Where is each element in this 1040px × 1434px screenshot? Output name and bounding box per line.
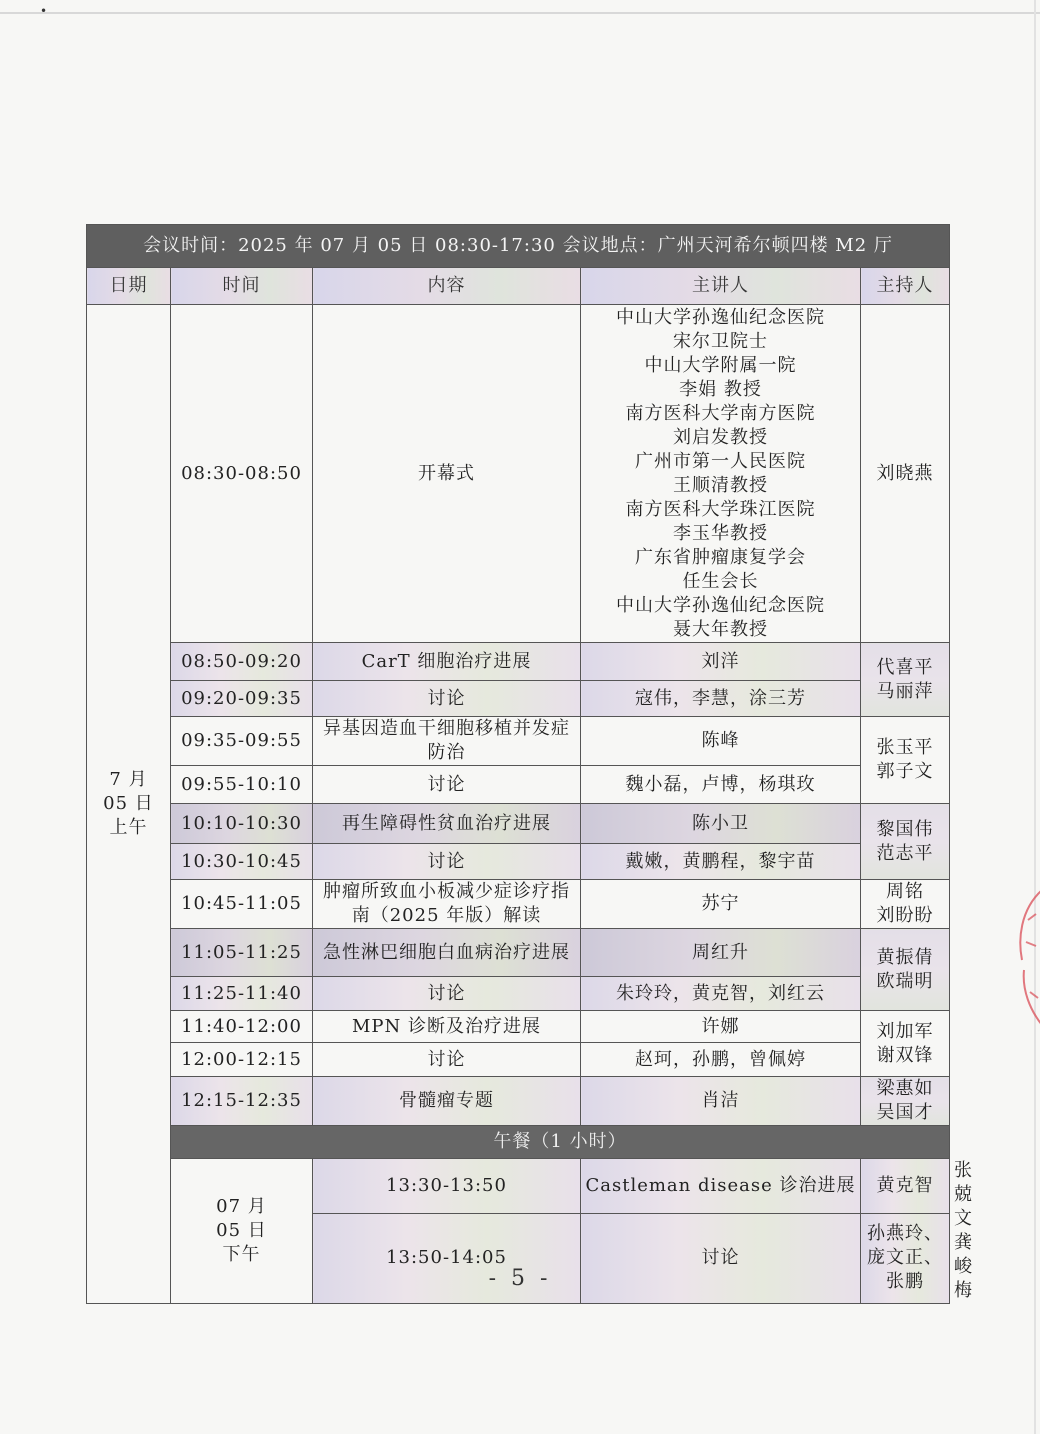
header-content: 内容 [313,268,581,305]
meeting-info-row [87,225,950,268]
table-row [87,1043,950,1077]
row-host: 张玉平 郭子文 [861,717,950,804]
row-time: 08:50-09:20 [171,643,313,681]
row-time: 11:40-12:00 [171,1011,313,1043]
row-content: 急性淋巴细胞白血病治疗进展 [313,929,581,977]
row-host: 刘加军 谢双锋 [861,1011,950,1077]
table-row [87,929,950,977]
row-speaker: 刘洋 [581,643,861,681]
red-seal-fragment [1012,880,1040,1030]
table-row [87,766,950,804]
row-speaker: 苏宁 [581,880,861,929]
row-time: 09:35-09:55 [171,717,313,766]
row-speaker: 寇伟，李慧，涂三芳 [581,681,861,717]
row-host: 黄振倩 欧瑞明 [861,929,950,1011]
row-speaker: 黄克智 [861,1159,950,1214]
row-host: 刘晓燕 [861,305,950,643]
table-row [87,643,950,681]
row-content: 异基因造血干细胞移植并发症防治 [313,717,581,766]
row-time: 12:00-12:15 [171,1043,313,1077]
row-content: CarT 细胞治疗进展 [313,643,581,681]
header-host: 主持人 [861,268,950,305]
row-content: 再生障碍性贫血治疗进展 [313,804,581,844]
morning-date: 7 月 05 日上午 [87,305,171,1304]
schedule-table [86,224,973,1304]
header-speaker: 主讲人 [581,268,861,305]
scan-right-edge [1034,0,1036,1434]
row-speaker: 魏小磊，卢博，杨琪玫 [581,766,861,804]
row-speaker: 肖洁 [581,1077,861,1126]
table-row [87,844,950,880]
row-host: 周铭 刘盼盼 [861,880,950,929]
row-host: 黎国伟 范志平 [861,804,950,880]
row-time: 10:10-10:30 [171,804,313,844]
row-content: 讨论 [313,844,581,880]
scan-top-edge [0,0,1040,14]
opening-speakers: 中山大学孙逸仙纪念医院 宋尔卫院士 中山大学附属一院 李娟 教授 南方医科大学南方医院 刘启发教授 广州市第一人民医院 王顺清教授 南方医科大学珠江医院 李玉华教授 广东省肿瘤康复学会 任生会长 中山大学孙逸仙纪念医院 聂大年教授 [581,305,861,643]
row-time: 09:20-09:35 [171,681,313,717]
row-time: 11:05-11:25 [171,929,313,977]
lunch-label: 午餐（1 小时） [171,1126,950,1159]
row-host: 代喜平 马丽萍 [861,643,950,717]
row-time: 13:30-13:50 [313,1159,581,1214]
row-host: 梁惠如 吴国才 [861,1077,950,1126]
row-speaker: 许娜 [581,1011,861,1043]
afternoon-date: 07 月 05 日下午 [171,1159,313,1304]
row-content: 骨髓瘤专题 [313,1077,581,1126]
header-row [87,268,950,305]
lunch-row [87,1126,950,1159]
row-speaker: 陈峰 [581,717,861,766]
row-time: 13:50-14:05 [313,1213,581,1303]
table-row [87,977,950,1011]
row-time: 10:30-10:45 [171,844,313,880]
meeting-info: 会议时间：2025 年 07 月 05 日 08:30-17:30 会议地点：广州天河希尔顿四楼 M2 厅 [87,225,950,268]
row-time: 11:25-11:40 [171,977,313,1011]
row-content: MPN 诊断及治疗进展 [313,1011,581,1043]
table-row [87,880,950,929]
row-time: 08:30-08:50 [171,305,313,643]
table-row [87,305,950,643]
header-time: 时间 [171,268,313,305]
page-number: - 5 - [488,1266,552,1291]
row-content: 肿瘤所致血小板减少症诊疗指南（2025 年版）解读 [313,880,581,929]
scan-speck: • [40,4,48,18]
table-row [87,681,950,717]
row-content: 讨论 [313,1043,581,1077]
row-time: 10:45-11:05 [171,880,313,929]
header-date: 日期 [87,268,171,305]
row-content: Castleman disease 诊治进展 [581,1159,861,1214]
table-row [87,717,950,766]
row-speaker: 周红升 [581,929,861,977]
row-speaker: 孙燕玲、庞文正、张鹏 [861,1213,950,1303]
row-time: 12:15-12:35 [171,1077,313,1126]
row-content: 讨论 [313,681,581,717]
table-row: 07 月 05 日下午 13:30-13:50 Castleman disease 诊治进展 黄克智 张兢文 龚峻梅 [87,1159,950,1214]
table-row [87,1077,950,1126]
row-time: 09:55-10:10 [171,766,313,804]
row-content: 讨论 [313,977,581,1011]
row-content: 开幕式 [313,305,581,643]
row-speaker: 朱玲玲，黄克智，刘红云 [581,977,861,1011]
row-speaker: 赵珂，孙鹏，曾佩婷 [581,1043,861,1077]
row-content: 讨论 [581,1213,861,1303]
table-row [87,1011,950,1043]
row-speaker: 戴嫩，黄鹏程，黎宇苗 [581,844,861,880]
row-speaker: 陈小卫 [581,804,861,844]
table-row [87,804,950,844]
row-content: 讨论 [313,766,581,804]
